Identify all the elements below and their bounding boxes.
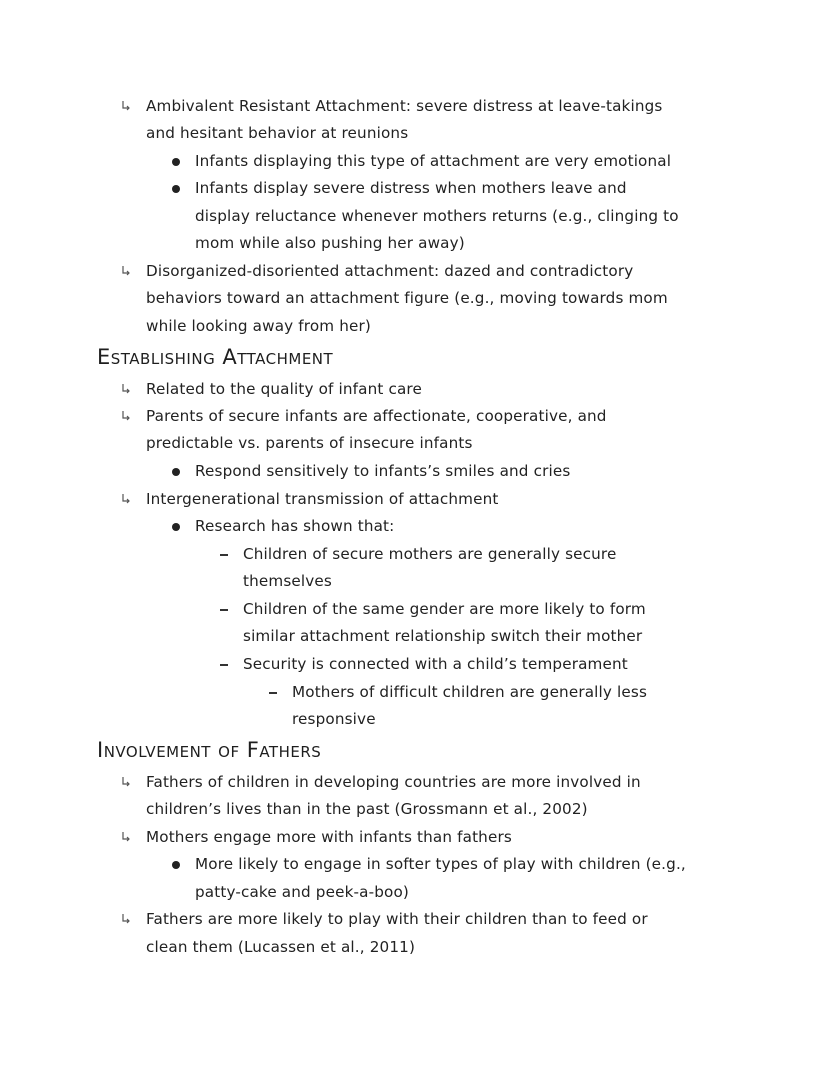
bullet-dot-icon xyxy=(172,468,180,476)
ambivalent-sub-2-line-2: display reluctance whenever mothers returns (e.g., clinging to xyxy=(195,207,679,225)
fathers-item-2-sub-line-2: patty-cake and peek-a-boo) xyxy=(195,883,409,901)
establishing-item-2-line-1: Parents of secure infants are affectionate, cooperative, and xyxy=(146,407,607,425)
ambivalent-line-1: Ambivalent Resistant Attachment: severe distress at leave-takings xyxy=(146,97,663,115)
dash-item-3: Security is connected with a child’s temperament xyxy=(243,655,628,673)
return-arrow-icon xyxy=(121,769,133,796)
return-arrow-icon xyxy=(121,906,133,933)
dash-item-2-line-2: similar attachment relationship switch their mother xyxy=(243,627,643,645)
dash-icon xyxy=(269,692,277,694)
establishing-item-2-line-2: predictable vs. parents of insecure infants xyxy=(146,434,473,452)
dash-item-2-line-1: Children of the same gender are more likely to form xyxy=(243,600,646,618)
return-arrow-icon xyxy=(121,403,133,430)
ambivalent-line-2: and hesitant behavior at reunions xyxy=(146,124,409,142)
dash-item-1-line-1: Children of secure mothers are generally secure xyxy=(243,545,617,563)
fathers-item-3-line-2: clean them (Lucassen et al., 2011) xyxy=(146,938,416,956)
dash-icon xyxy=(220,609,228,611)
bullet-dot-icon xyxy=(172,185,180,193)
ambivalent-sub-2-line-1: Infants display severe distress when mothers leave and xyxy=(195,179,627,197)
bullet-dot-icon xyxy=(172,861,180,869)
bullet-dot-icon xyxy=(172,523,180,531)
dash-item-3-sub-line-2: responsive xyxy=(292,710,376,728)
fathers-item-2: Mothers engage more with infants than fathers xyxy=(146,828,512,846)
establishing-attachment-heading: Establishing Attachment xyxy=(97,345,334,369)
fathers-item-1-line-1: Fathers of children in developing countries are more involved in xyxy=(146,773,641,791)
dash-item-3-sub-line-1: Mothers of difficult children are generally less xyxy=(292,683,648,701)
fathers-item-2-sub-line-1: More likely to engage in softer types of play with children (e.g., xyxy=(195,855,686,873)
dash-icon xyxy=(220,554,228,556)
disorganized-line-1: Disorganized-disoriented attachment: dazed and contradictory xyxy=(146,262,634,280)
return-arrow-icon xyxy=(121,93,133,120)
establishing-item-3: Intergenerational transmission of attachment xyxy=(146,490,499,508)
establishing-item-1: Related to the quality of infant care xyxy=(146,380,422,398)
ambivalent-sub-1: Infants displaying this type of attachment are very emotional xyxy=(195,152,672,170)
return-arrow-icon xyxy=(121,258,133,285)
return-arrow-icon xyxy=(121,824,133,851)
dash-item-1-line-2: themselves xyxy=(243,572,332,590)
fathers-item-3-line-1: Fathers are more likely to play with their children than to feed or xyxy=(146,910,648,928)
disorganized-line-2: behaviors toward an attachment figure (e.g., moving towards mom xyxy=(146,289,668,307)
return-arrow-icon xyxy=(121,486,133,513)
establishing-item-2-sub-1: Respond sensitively to infants’s smiles and cries xyxy=(195,462,571,480)
disorganized-line-3: while looking away from her) xyxy=(146,317,371,335)
involvement-of-fathers-heading: Involvement of Fathers xyxy=(97,738,322,762)
bullet-dot-icon xyxy=(172,158,180,166)
establishing-item-3-sub-1: Research has shown that: xyxy=(195,517,395,535)
return-arrow-icon xyxy=(121,376,133,403)
ambivalent-sub-2-line-3: mom while also pushing her away) xyxy=(195,234,465,252)
dash-icon xyxy=(220,664,228,666)
fathers-item-1-line-2: children’s lives than in the past (Grossmann et al., 2002) xyxy=(146,800,588,818)
